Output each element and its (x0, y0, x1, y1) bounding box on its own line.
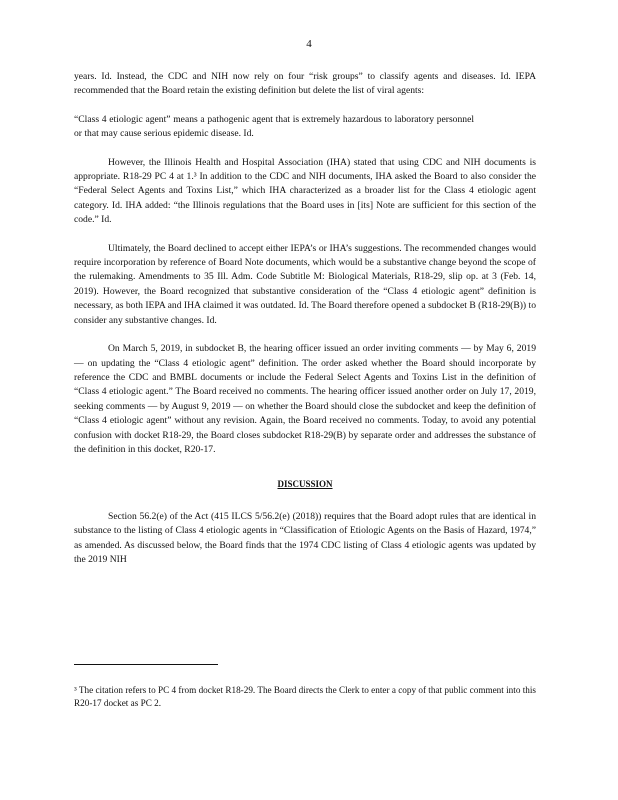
paragraph-risk-groups: years. Id. Instead, the CDC and NIH now rely on four “risk groups” to classify agents and diseases. Id. IEPA recommended that the Board retain the existing definition but delete the list of viral agents: (74, 71, 536, 97)
paragraph-board-declined: Ultimately, the Board declined to accept either IEPA’s or IHA’s suggestions. The recommended changes would require incorporation by reference of Board Note documents, which would be a substantive change beyond the scope of the rulemaking. Amendments to 35 Ill. Adm. Code Subtitle M: Biological Materials, R18-29, slip op. at 3 (Feb. 14, 2019). However, the Board recognized that substantive consideration of the “Class 4 etiologic agent” definition is necessary, as both IEPA and IHA claimed it was outdated. Id. The Board therefore opened a subdocket B (R18-29(B)) to consider any substantive changes. Id. (74, 242, 536, 326)
paragraph-iha: However, the Illinois Health and Hospital Association (IHA) stated that using CDC and NIH documents is appropriate. R18-29 PC 4 at 1.³ In addition to the CDC and NIH documents, IHA asked the Board to also consider the “Federal Select Agents and Toxins List,” which IHA characterized as a broader list for the Class 4 etiologic agent category. Id. IHA added: “the Illinois regulations that the Board uses in [its] Note are sufficient for this section of the code.” Id. (74, 156, 536, 226)
footnote-rule (74, 664, 218, 665)
body-text (74, 70, 536, 581)
paragraph-discussion: Section 56.2(e) of the Act (415 ILCS 5/56.2(e) (2018)) requires that the Board adopt rules that are identical in substance to the listing of Class 4 etiologic agents in “Classification of Etiologic Agents on the Basis of Hazard, 1974,” as amended. As discussed below, the Board finds that the 1974 CDC listing of Class 4 etiologic agents was updated by the 2019 NIH (74, 510, 536, 565)
footnote: ³ The citation refers to PC 4 from docket R18-29. The Board directs the Clerk to enter a copy of that public comment into this R20-17 docket as PC 2. (74, 685, 536, 708)
section-heading: DISCUSSION (277, 479, 333, 490)
page-number: 4 (306, 38, 312, 50)
quoted-definition: “Class 4 etiologic agent” means a pathogenic agent that is extremely hazardous to laboratory personnel or that may cause serious epidemic disease. Id. (74, 113, 474, 140)
paragraph-subdocket: On March 5, 2019, in subdocket B, the hearing officer issued an order inviting comments — by May 6, 2019 — on updating the “Class 4 etiologic agent” definition. The order asked whether the Board should incorporate by reference the CDC and BMBL documents or include the Federal Select Agents and Toxins List in the definition of “Class 4 etiologic agent.” The Board received no comments. The hearing officer issued another order on July 17, 2019, seeking comments — by August 9, 2019 — on whether the Board should close the subdocket and keep the definition of “Class 4 etiologic agent” without any revision. Again, the Board received no comments. Today, to avoid any potential confusion with docket R18-29, the Board closes subdocket R18-29(B) by separate order and addresses the substance of the definition in this docket, R20-17. (74, 343, 536, 455)
